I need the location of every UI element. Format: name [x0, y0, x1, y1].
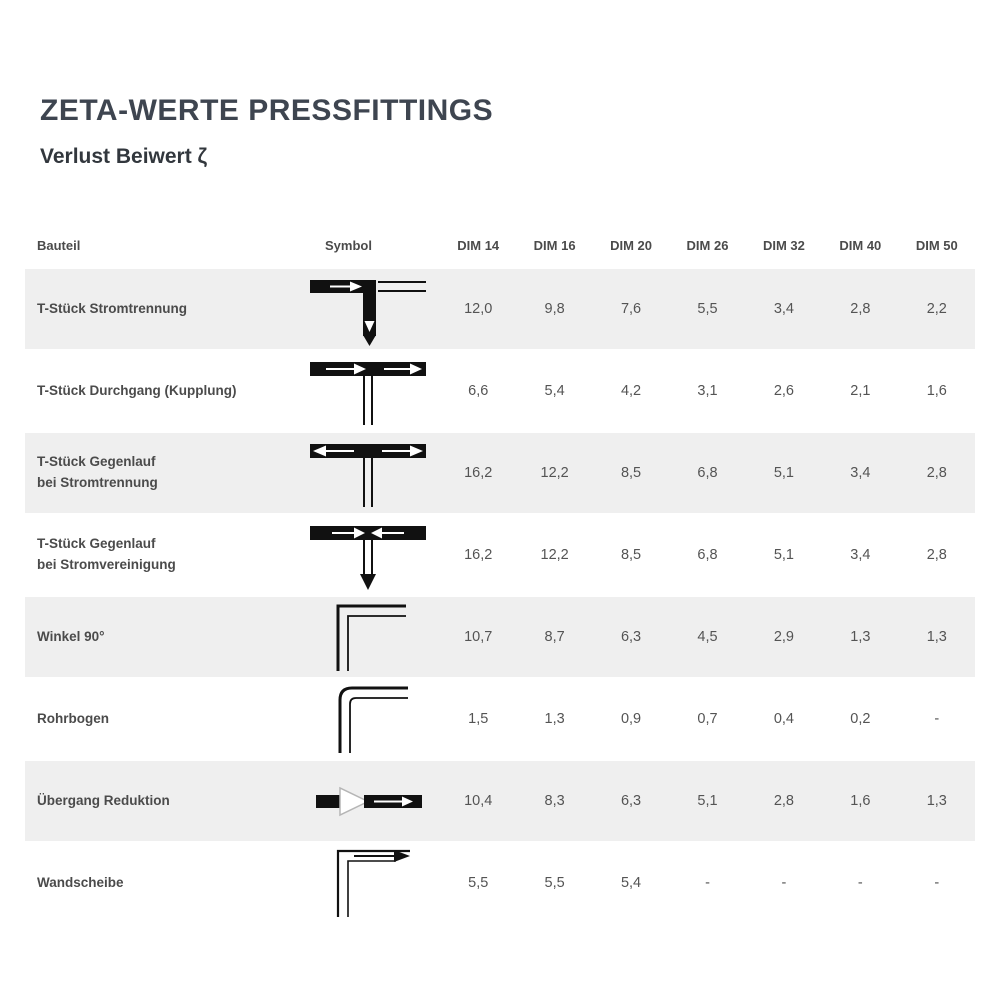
value-cell: 2,6	[773, 383, 794, 400]
value-cell: 10,4	[464, 793, 493, 810]
table-row	[25, 433, 975, 515]
column-header-dim-14: DIM 14	[457, 237, 500, 253]
table-row	[25, 515, 975, 597]
value-cell: 2,8	[926, 465, 947, 482]
page-title: ZETA-WERTE PRESSFITTINGS	[40, 94, 494, 127]
value-cell: 8,5	[620, 465, 642, 482]
column-header-dim-20: DIM 20	[610, 237, 653, 253]
value-cell: 12,0	[464, 301, 493, 318]
symbol-cell	[295, 597, 440, 677]
value-cell: 16,2	[464, 547, 493, 564]
value-cell: 2,2	[926, 301, 947, 318]
bauteil-cell	[25, 534, 295, 576]
table-row	[25, 843, 975, 925]
tee-counterflow-merge-icon	[308, 518, 428, 592]
value-cell: 5,5	[544, 875, 565, 892]
table-row	[25, 679, 975, 761]
value-cell: 7,6	[620, 301, 642, 318]
column-header-dim-26: DIM 26	[686, 237, 729, 253]
column-header-dim-32: DIM 32	[762, 237, 805, 253]
value-cell: 1,6	[926, 383, 947, 400]
value-cell: 1,6	[850, 793, 871, 810]
zeta-table	[25, 223, 975, 925]
bauteil-label: T-Stück Stromtrennung	[37, 300, 188, 316]
symbol-cell	[295, 269, 440, 349]
value-cell: 1,3	[926, 629, 947, 646]
value-cell: 9,8	[544, 301, 565, 318]
bauteil-cell	[25, 299, 295, 320]
value-cell: 5,5	[468, 875, 489, 892]
value-cell: 1,3	[850, 629, 871, 646]
value-cell: 12,2	[540, 547, 569, 564]
bauteil-cell	[25, 791, 295, 812]
elbow-90-icon	[308, 600, 428, 674]
value-cell: -	[705, 875, 710, 892]
value-cell: 0,7	[697, 711, 718, 728]
column-header-symbol: Symbol	[325, 237, 372, 253]
tee-flow-separation-icon	[308, 272, 428, 346]
value-cell: 1,3	[926, 793, 947, 810]
value-cell: 3,4	[773, 301, 794, 318]
symbol-cell	[295, 515, 440, 595]
value-cell: -	[857, 875, 863, 892]
value-cell: 5,4	[620, 875, 642, 892]
column-header-dim-50: DIM 50	[915, 237, 958, 253]
bauteil-cell	[25, 709, 295, 730]
value-cell: 5,1	[697, 793, 718, 810]
bauteil-label: T-Stück Gegenlauf bei Stromvereinigung	[37, 536, 176, 573]
tee-through-coupling-icon	[308, 354, 428, 428]
value-cell: 2,9	[773, 629, 794, 646]
value-cell: 5,1	[773, 547, 794, 564]
value-cell: 8,3	[544, 793, 565, 810]
bauteil-label: Übergang Reduktion	[37, 792, 170, 808]
symbol-cell	[295, 433, 440, 513]
value-cell: 6,8	[697, 465, 718, 482]
value-cell: 5,1	[773, 465, 794, 482]
value-cell: 2,1	[850, 383, 871, 400]
table-row	[25, 269, 975, 351]
value-cell: 8,7	[544, 629, 565, 646]
value-cell: 6,3	[620, 629, 642, 646]
value-cell: 8,5	[620, 547, 642, 564]
pipe-bend-icon	[308, 682, 428, 756]
value-cell: 2,8	[850, 301, 871, 318]
bauteil-label: Winkel 90°	[37, 628, 105, 644]
bauteil-cell	[25, 627, 295, 648]
value-cell: 3,4	[850, 465, 871, 482]
table-body	[25, 269, 975, 925]
value-cell: 2,8	[926, 547, 947, 564]
value-cell: -	[934, 711, 940, 728]
table-row	[25, 351, 975, 433]
table-row	[25, 761, 975, 843]
column-header-bauteil: Bauteil	[37, 237, 81, 253]
value-cell: 1,5	[468, 711, 489, 728]
symbol-cell	[295, 843, 440, 923]
tee-counterflow-separation-icon	[308, 436, 428, 510]
value-cell: 2,8	[773, 793, 794, 810]
bauteil-label: Rohrbogen	[37, 710, 109, 726]
transition-reduction-icon	[308, 764, 428, 838]
bauteil-cell	[25, 452, 295, 494]
value-cell: 16,2	[464, 465, 493, 482]
value-cell: 4,5	[697, 629, 718, 646]
wall-plate-icon	[308, 846, 428, 920]
value-cell: 4,2	[620, 383, 642, 400]
value-cell: 3,1	[697, 383, 718, 400]
value-cell: 0,4	[773, 711, 794, 728]
value-cell: -	[781, 875, 787, 892]
value-cell: -	[934, 875, 940, 892]
value-cell: 6,6	[468, 383, 489, 400]
bauteil-label: T-Stück Durchgang (Kupplung)	[37, 382, 237, 398]
page-subtitle: Verlust Beiwert ζ	[40, 145, 208, 168]
bauteil-cell	[25, 381, 295, 402]
value-cell: 3,4	[850, 547, 871, 564]
table-header-row	[25, 223, 975, 269]
value-cell: 0,2	[850, 711, 871, 728]
value-cell: 12,2	[540, 465, 569, 482]
symbol-cell	[295, 679, 440, 759]
bauteil-label: T-Stück Gegenlauf bei Stromtrennung	[37, 454, 158, 491]
value-cell: 6,8	[697, 547, 718, 564]
table-row	[25, 597, 975, 679]
column-header-dim-40: DIM 40	[839, 237, 882, 253]
value-cell: 1,3	[544, 711, 565, 728]
symbol-cell	[295, 761, 440, 841]
bauteil-label: Wandscheibe	[37, 874, 124, 890]
column-header-dim-16: DIM 16	[533, 237, 576, 253]
value-cell: 5,4	[544, 383, 565, 400]
value-cell: 10,7	[464, 629, 493, 646]
bauteil-cell	[25, 873, 295, 894]
value-cell: 5,5	[697, 301, 718, 318]
symbol-cell	[295, 351, 440, 431]
value-cell: 0,9	[620, 711, 642, 728]
value-cell: 6,3	[620, 793, 642, 810]
